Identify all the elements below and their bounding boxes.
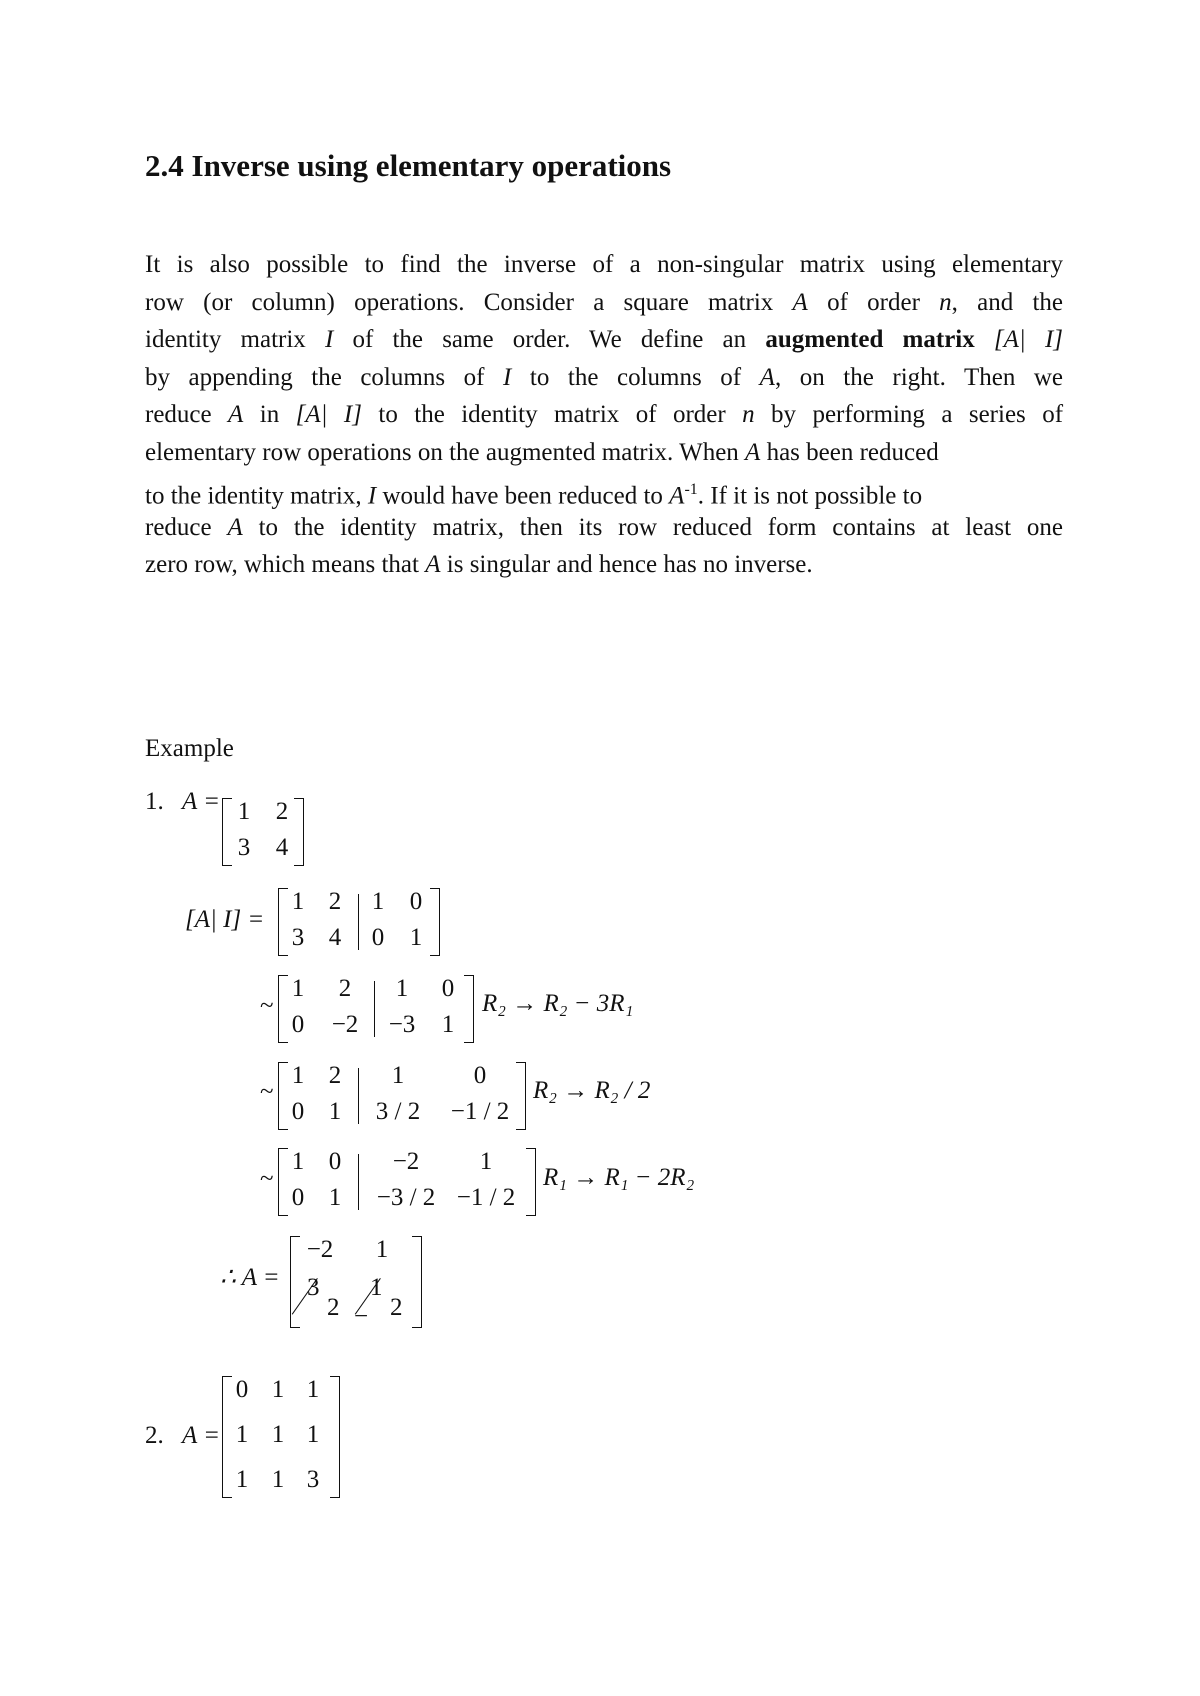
para-line-5: reduce A in [A| I] to the identity matrix of order n by performing a series of	[145, 401, 1064, 428]
matrix-A-3x3: 0 1 1 1 1 1 1 1 3	[222, 1376, 340, 1498]
step-3-matrix: 1 0 −2 1 0 1 −3 / 2 −1 / 2	[278, 1148, 536, 1216]
example-label: Example	[145, 735, 234, 762]
para-line-2: row (or column) operations. Consider a square matrix A of order n, and the	[145, 288, 1064, 316]
augmented-matrix: 1 2 1 0 3 4 0 1	[278, 888, 440, 956]
para-line-3: identity matrix I of the same order. We define an augmented matrix [A| I]	[145, 326, 1064, 353]
para-line-1: It is also possible to find the inverse of a non-singular matrix using elementary	[145, 251, 1063, 278]
example-1-number: 1.	[145, 788, 164, 815]
para-line-6: elementary row operations on the augmented matrix. When A has been reduced	[145, 438, 939, 466]
example-2-lhs: A =	[182, 1422, 220, 1449]
step-2-matrix: 1 2 1 0 0 1 3 / 2 −1 / 2	[278, 1062, 526, 1130]
para-line-4: by appending the columns of I to the columns of A, on the right. Then we	[145, 363, 1064, 391]
inverse-matrix: −2 1 3 2 − 1 2	[290, 1236, 422, 1328]
step-1-matrix: 1 2 1 0 0 −2 −3 1	[278, 975, 474, 1043]
augmented-matrix-term: augmented matrix	[765, 326, 975, 353]
fraction-neg-1-2: − 1 2	[353, 1274, 403, 1330]
fraction-3-2: 3 2	[296, 1274, 356, 1331]
example-2-number: 2.	[145, 1422, 164, 1449]
example-1-lhs: A =	[182, 788, 220, 815]
tilde-3: ~	[260, 1165, 274, 1192]
tilde-2: ~	[260, 1078, 274, 1105]
section-title: 2.4 Inverse using elementary operations	[145, 148, 672, 183]
intro-paragraph	[145, 246, 1063, 584]
tilde-1: ~	[260, 992, 274, 1019]
para-line-8: reduce A to the identity matrix, then its row reduced form contains at least one	[145, 513, 1064, 541]
operation-1: R₂ → R₂ − 3R₁	[482, 990, 634, 1017]
para-line-7: to the identity matrix, I would have been reduced to $A^{-1}$. If it is not possible to	[145, 481, 923, 510]
result-lhs: ∴ A =	[220, 1264, 280, 1291]
operation-2: R₂ → R₂ / 2	[533, 1077, 651, 1104]
operation-3: R₁ → R₁ − 2R₂	[543, 1164, 695, 1191]
para-line-9: zero row, which means that A is singular and hence has no inverse.	[145, 551, 813, 578]
matrix-A: 1 2 3 4	[222, 798, 304, 866]
augmented-label: [A| I] =	[185, 906, 265, 933]
